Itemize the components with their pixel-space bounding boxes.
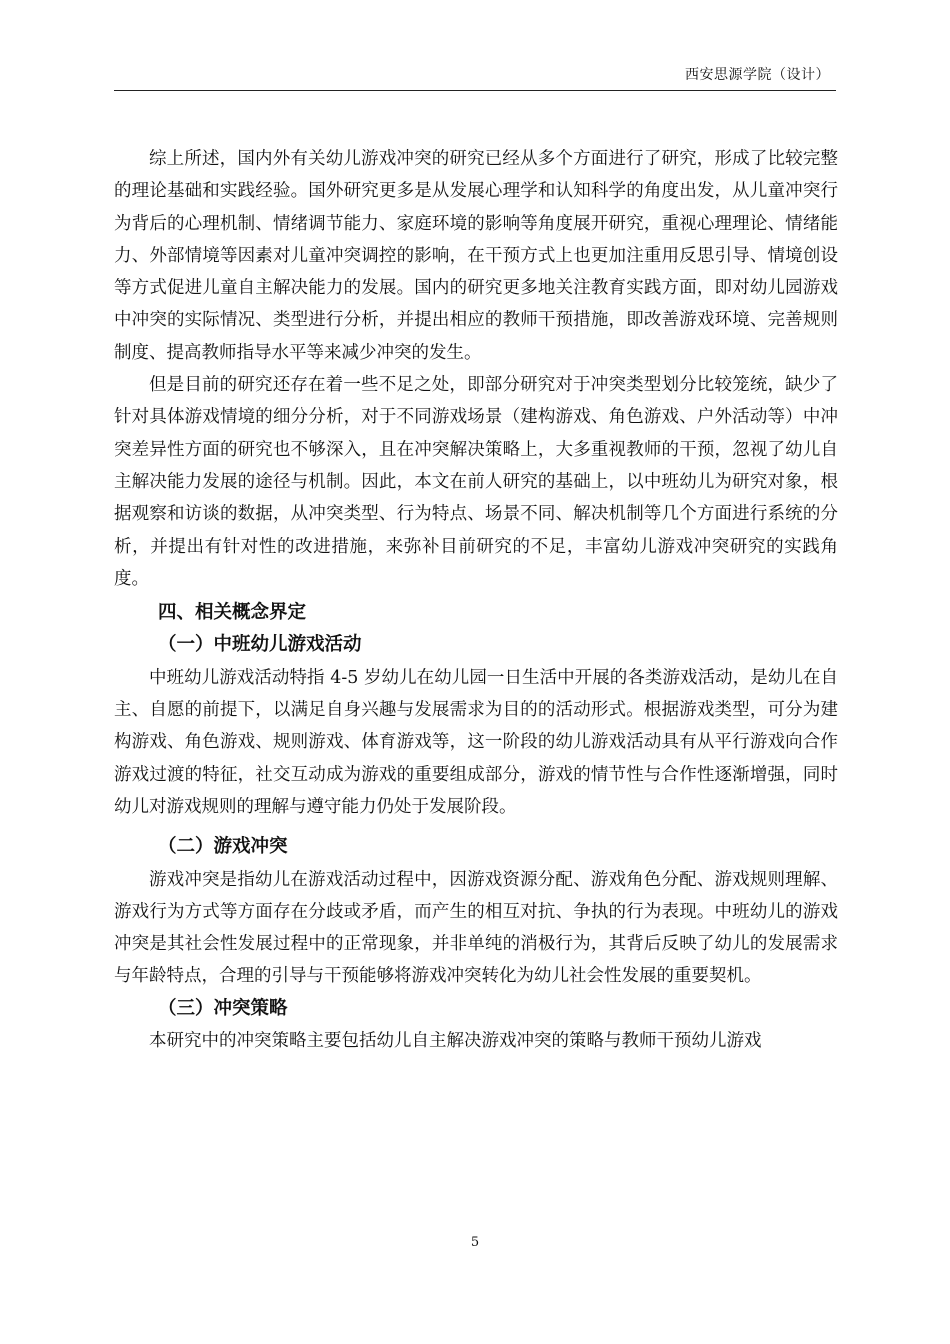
header-institution: 西安思源学院（设计） xyxy=(685,67,830,83)
paragraph-shortcomings: 但是目前的研究还存在着一些不足之处，即部分研究对于冲突类型划分比较笼统，缺少了针对具体游戏情境的细分分析，对于不同游戏场景（建构游戏、角色游戏、户外活动等）中冲突差异性方面的研究也不够深入，且在冲突解决策略上，大多重视教师的干预，忽视了幼儿自主解决能力发展的途径与机制。因此，本文在前人研究的基础上，以中班幼儿为研究对象，根据观察和访谈的数据，从冲突类型、行为特点、场景不同、解决机制等几个方面进行系统的分析，并提出有针对性的改进措施，来弥补目前研究的不足，丰富幼儿游戏冲突研究的实践角度。 xyxy=(114,375,838,589)
subsection-heading-game-activity: （一）中班幼儿游戏活动 xyxy=(158,634,362,656)
subsection-heading-conflict-strategy: （三）冲突策略 xyxy=(158,997,288,1019)
page-number: 5 xyxy=(470,1235,480,1250)
page-header xyxy=(114,62,836,91)
paragraph-summary: 综上所述，国内外有关幼儿游戏冲突的研究已经从多个方面进行了研究，形成了比较完整的理论基础和实践经验。国外研究更多是从发展心理学和认知科学的角度出发，从儿童冲突行为背后的心理机制、情绪调节能力、家庭环境的影响等角度展开研究，重视心理理论、情绪能力、外部情境等因素对儿童冲突调控的影响，在干预方式上也更加注重用反思引导、情境创设等方式促进儿童自主解决能力的发展。国内的研究更多地关注教育实践方面，即对幼儿园游戏中冲突的实际情况、类型进行分析，并提出相应的教师干预措施，即改善游戏环境、完善规则制度、提高教师指导水平等来减少冲突的发生。 xyxy=(114,149,838,363)
subsection-heading-game-conflict: （二）游戏冲突 xyxy=(158,836,288,858)
paragraph-game-activity: 中班幼儿游戏活动特指 4-5 岁幼儿在幼儿园一日生活中开展的各类游戏活动，是幼儿在自主、自愿的前提下，以满足自身兴趣与发展需求为目的的活动形式。根据游戏类型，可分为建构游戏、角色游戏、规则游戏、体育游戏等，这一阶段的幼儿游戏活动具有从平行游戏向合作游戏过渡的特征，社交互动成为游戏的重要组成部分，游戏的情节性与合作性逐渐增强，同时幼儿对游戏规则的理解与遵守能力仍处于发展阶段。 xyxy=(114,667,838,817)
paragraph-conflict-strategy: 本研究中的冲突策略主要包括幼儿自主解决游戏冲突的策略与教师干预幼儿游戏 xyxy=(149,1031,762,1052)
section-heading-concepts: 四、相关概念界定 xyxy=(158,602,307,624)
page-body xyxy=(114,143,838,1057)
paragraph-game-conflict: 游戏冲突是指幼儿在游戏活动过程中，因游戏资源分配、游戏角色分配、游戏规则理解、游戏行为方式等方面存在分歧或矛盾，而产生的相互对抗、争执的行为表现。中班幼儿的游戏冲突是其社会性发展过程中的正常现象，并非单纯的消极行为，其背后反映了幼儿的发展需求与年龄特点，合理的引导与干预能够将游戏冲突转化为幼儿社会性发展的重要契机。 xyxy=(114,869,838,987)
